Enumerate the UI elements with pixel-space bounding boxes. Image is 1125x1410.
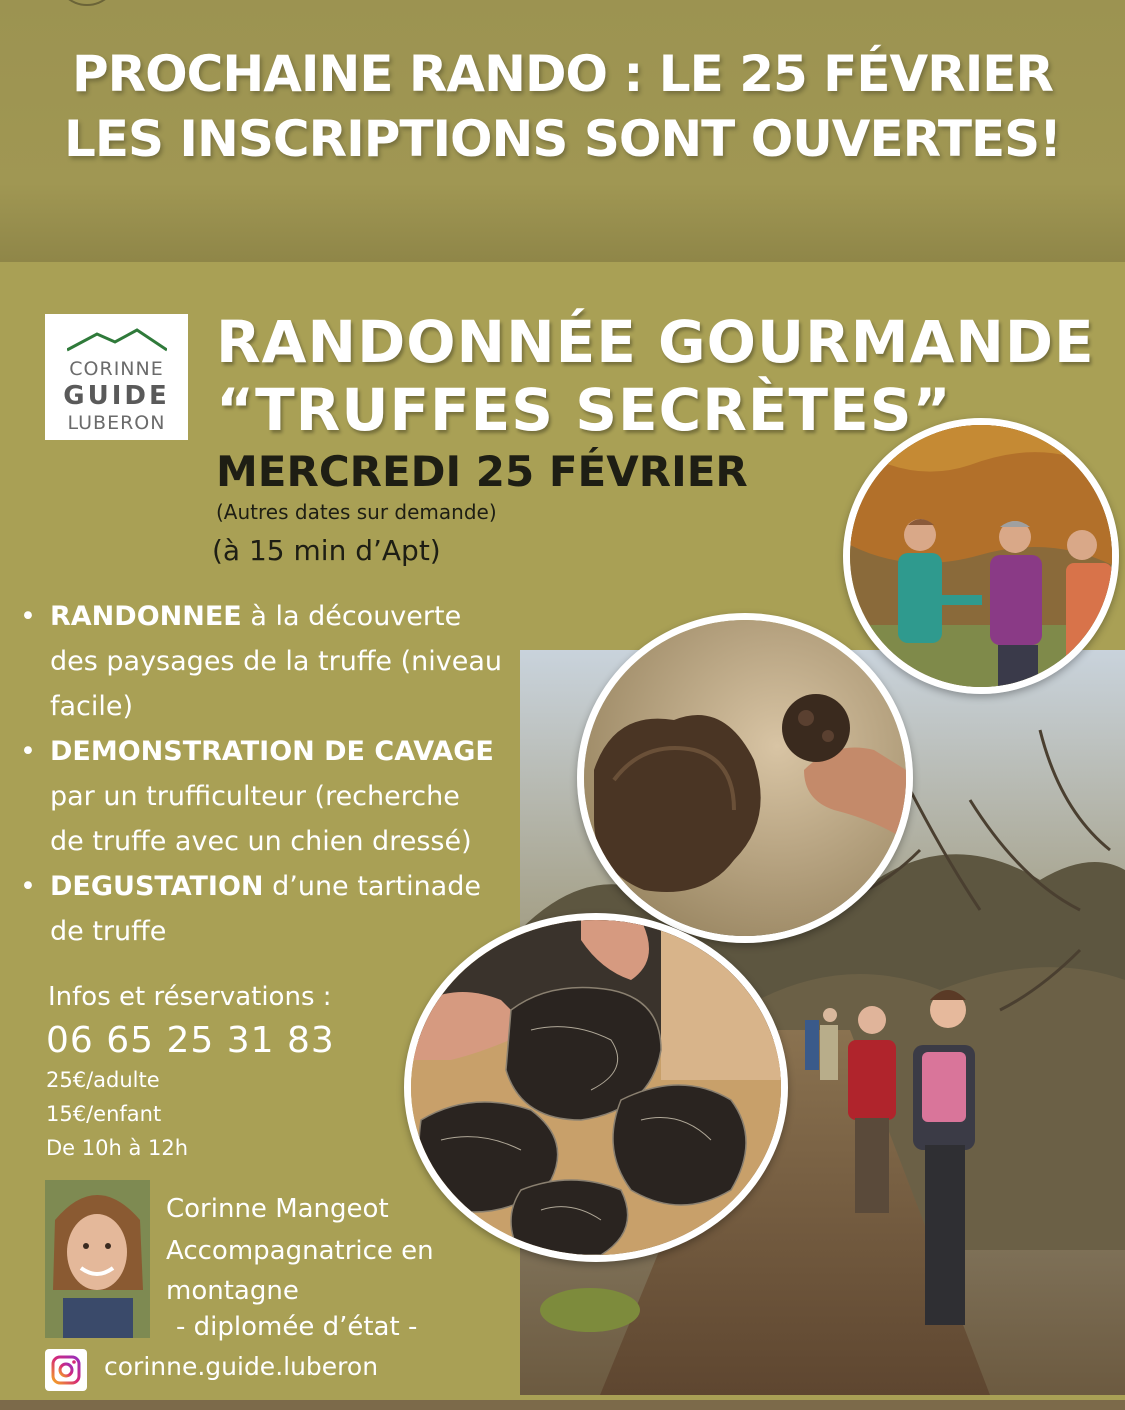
guide-role-line-1: Accompagnatrice en bbox=[166, 1236, 434, 1266]
other-dates-note: (Autres dates sur demande) bbox=[216, 500, 497, 524]
logo-line-2: GUIDE bbox=[63, 381, 170, 411]
partial-logo-circle bbox=[55, 0, 119, 6]
announcement-banner bbox=[0, 0, 1125, 262]
banner-line-1: PROCHAINE RANDO : LE 25 FÉVRIER bbox=[72, 45, 1053, 103]
bullet-icon: • bbox=[20, 871, 36, 902]
bullet-icon: • bbox=[20, 736, 36, 767]
truffle-slices-photo-circle bbox=[404, 913, 788, 1262]
event-title-line-1: RANDONNÉE GOURMANDE bbox=[216, 308, 1095, 376]
event-date: MERCREDI 25 FÉVRIER bbox=[216, 447, 748, 496]
guide-role-line-2: montagne bbox=[166, 1276, 299, 1306]
list-item-text: des paysages de la truffe (niveau bbox=[50, 646, 503, 677]
location-note: (à 15 min d’Apt) bbox=[212, 534, 441, 567]
list-item-text: à la découverte bbox=[241, 601, 462, 632]
guide-portrait-photo bbox=[45, 1180, 150, 1338]
event-hours: De 10h à 12h bbox=[46, 1136, 189, 1160]
phone-number[interactable]: 06 65 25 31 83 bbox=[46, 1020, 335, 1061]
corinne-guide-luberon-logo bbox=[45, 314, 188, 440]
logo-line-3: LUBERON bbox=[67, 412, 166, 434]
mountain-icon bbox=[67, 328, 167, 352]
banner-line-2: LES INSCRIPTIONS SONT OUVERTES! bbox=[64, 110, 1061, 168]
list-item-text: d’une tartinade bbox=[263, 871, 481, 902]
event-title-line-2: “TRUFFES SECRÈTES” bbox=[216, 376, 952, 444]
truffle-hand-photo-circle bbox=[577, 613, 913, 943]
list-item-bold: RANDONNEE bbox=[50, 601, 242, 632]
people-photo-circle bbox=[843, 418, 1119, 694]
price-child: 15€/enfant bbox=[46, 1102, 162, 1126]
instagram-icon[interactable] bbox=[45, 1349, 87, 1391]
price-adult: 25€/adulte bbox=[46, 1068, 160, 1092]
bullet-icon: • bbox=[20, 601, 36, 632]
list-item-text: par un trufficulteur (recherche bbox=[50, 781, 460, 812]
info-label: Infos et réservations : bbox=[48, 982, 332, 1012]
list-item-text: facile) bbox=[50, 691, 134, 722]
list-item-bold: DEGUSTATION bbox=[50, 871, 264, 902]
list-item-text: de truffe avec un chien dressé) bbox=[50, 826, 472, 857]
bottom-strip bbox=[0, 1400, 1125, 1410]
list-item-text: de truffe bbox=[50, 916, 167, 947]
list-item-bold: DEMONSTRATION DE CAVAGE bbox=[50, 736, 494, 767]
guide-diploma: - diplomée d’état - bbox=[176, 1312, 418, 1342]
guide-name: Corinne Mangeot bbox=[166, 1194, 389, 1224]
logo-line-1: CORINNE bbox=[69, 358, 164, 380]
instagram-handle[interactable]: corinne.guide.luberon bbox=[104, 1352, 379, 1381]
